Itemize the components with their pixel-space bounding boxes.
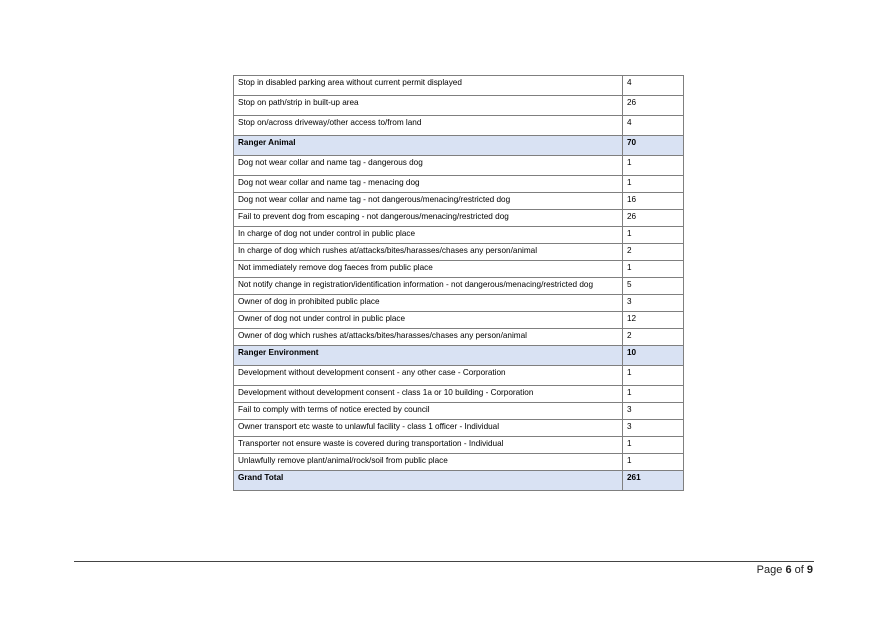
- offence-label-cell: Owner of dog which rushes at/attacks/bites/harasses/chases any person/animal: [234, 329, 623, 346]
- table-row: [234, 329, 684, 346]
- offence-count-cell: 2: [623, 244, 684, 261]
- table-row: [234, 420, 684, 437]
- offences-table-body: [234, 76, 684, 491]
- offence-label-cell: Development without development consent - any other case - Corporation: [234, 366, 623, 386]
- offence-label-cell: In charge of dog not under control in public place: [234, 227, 623, 244]
- offence-count-cell: 3: [623, 420, 684, 437]
- page-number: 6: [785, 564, 792, 576]
- offence-count-cell: 1: [623, 437, 684, 454]
- offence-count-cell: 4: [623, 116, 684, 136]
- offence-label-cell: Stop on/across driveway/other access to/from land: [234, 116, 623, 136]
- table-row: [234, 227, 684, 244]
- group-label-cell: Ranger Animal: [234, 136, 623, 156]
- offence-label-cell: Dog not wear collar and name tag - dangerous dog: [234, 156, 623, 176]
- page-indicator: [757, 564, 813, 576]
- group-label-cell: Grand Total: [234, 471, 623, 491]
- offence-count-cell: 2: [623, 329, 684, 346]
- group-total-cell: 10: [623, 346, 684, 366]
- offence-count-cell: 1: [623, 156, 684, 176]
- table-row: [234, 176, 684, 193]
- offence-count-cell: 5: [623, 278, 684, 295]
- offence-label-cell: Not notify change in registration/identification information - not dangerous/menacing/restricted dog: [234, 278, 623, 295]
- table-row: [234, 96, 684, 116]
- table-row: [234, 210, 684, 227]
- offences-table: [233, 75, 684, 491]
- offence-count-cell: 26: [623, 96, 684, 116]
- offence-count-cell: 3: [623, 403, 684, 420]
- offence-count-cell: 1: [623, 176, 684, 193]
- table-row: [234, 278, 684, 295]
- table-group-header-row: [234, 346, 684, 366]
- table-row: [234, 312, 684, 329]
- offence-label-cell: Dog not wear collar and name tag - not dangerous/menacing/restricted dog: [234, 193, 623, 210]
- offence-label-cell: Fail to prevent dog from escaping - not dangerous/menacing/restricted dog: [234, 210, 623, 227]
- offence-label-cell: Stop in disabled parking area without current permit displayed: [234, 76, 623, 96]
- offence-count-cell: 1: [623, 261, 684, 278]
- group-label-cell: Ranger Environment: [234, 346, 623, 366]
- offence-count-cell: 1: [623, 227, 684, 244]
- offence-label-cell: Dog not wear collar and name tag - menacing dog: [234, 176, 623, 193]
- page-word: Page: [756, 564, 783, 576]
- offence-label-cell: Owner transport etc waste to unlawful facility - class 1 officer - Individual: [234, 420, 623, 437]
- table-row: [234, 454, 684, 471]
- offence-label-cell: In charge of dog which rushes at/attacks/bites/harasses/chases any person/animal: [234, 244, 623, 261]
- offence-count-cell: 16: [623, 193, 684, 210]
- table-row: [234, 76, 684, 96]
- table-row: [234, 116, 684, 136]
- table-row: [234, 156, 684, 176]
- table-row: [234, 193, 684, 210]
- offence-count-cell: 1: [623, 366, 684, 386]
- offence-count-cell: 12: [623, 312, 684, 329]
- table-group-header-row: [234, 136, 684, 156]
- of-word: of: [794, 564, 804, 576]
- table-row: [234, 295, 684, 312]
- offence-count-cell: 4: [623, 76, 684, 96]
- offence-label-cell: Development without development consent - class 1a or 10 building - Corporation: [234, 386, 623, 403]
- table-row: [234, 261, 684, 278]
- page-total: 9: [806, 564, 813, 576]
- offence-count-cell: 26: [623, 210, 684, 227]
- offence-label-cell: Transporter not ensure waste is covered during transportation - Individual: [234, 437, 623, 454]
- group-total-cell: 261: [623, 471, 684, 491]
- table-group-header-row: [234, 471, 684, 491]
- offence-count-cell: 1: [623, 454, 684, 471]
- offence-label-cell: Not immediately remove dog faeces from public place: [234, 261, 623, 278]
- offence-label-cell: Owner of dog not under control in public place: [234, 312, 623, 329]
- offence-label-cell: Stop on path/strip in built-up area: [234, 96, 623, 116]
- offence-label-cell: Unlawfully remove plant/animal/rock/soil from public place: [234, 454, 623, 471]
- table-row: [234, 403, 684, 420]
- offence-count-cell: 1: [623, 386, 684, 403]
- group-total-cell: 70: [623, 136, 684, 156]
- table-row: [234, 244, 684, 261]
- table-row: [234, 437, 684, 454]
- footer-divider: [74, 561, 814, 562]
- offence-label-cell: Fail to comply with terms of notice erected by council: [234, 403, 623, 420]
- offence-count-cell: 3: [623, 295, 684, 312]
- offence-label-cell: Owner of dog in prohibited public place: [234, 295, 623, 312]
- table-row: [234, 386, 684, 403]
- table-row: [234, 366, 684, 386]
